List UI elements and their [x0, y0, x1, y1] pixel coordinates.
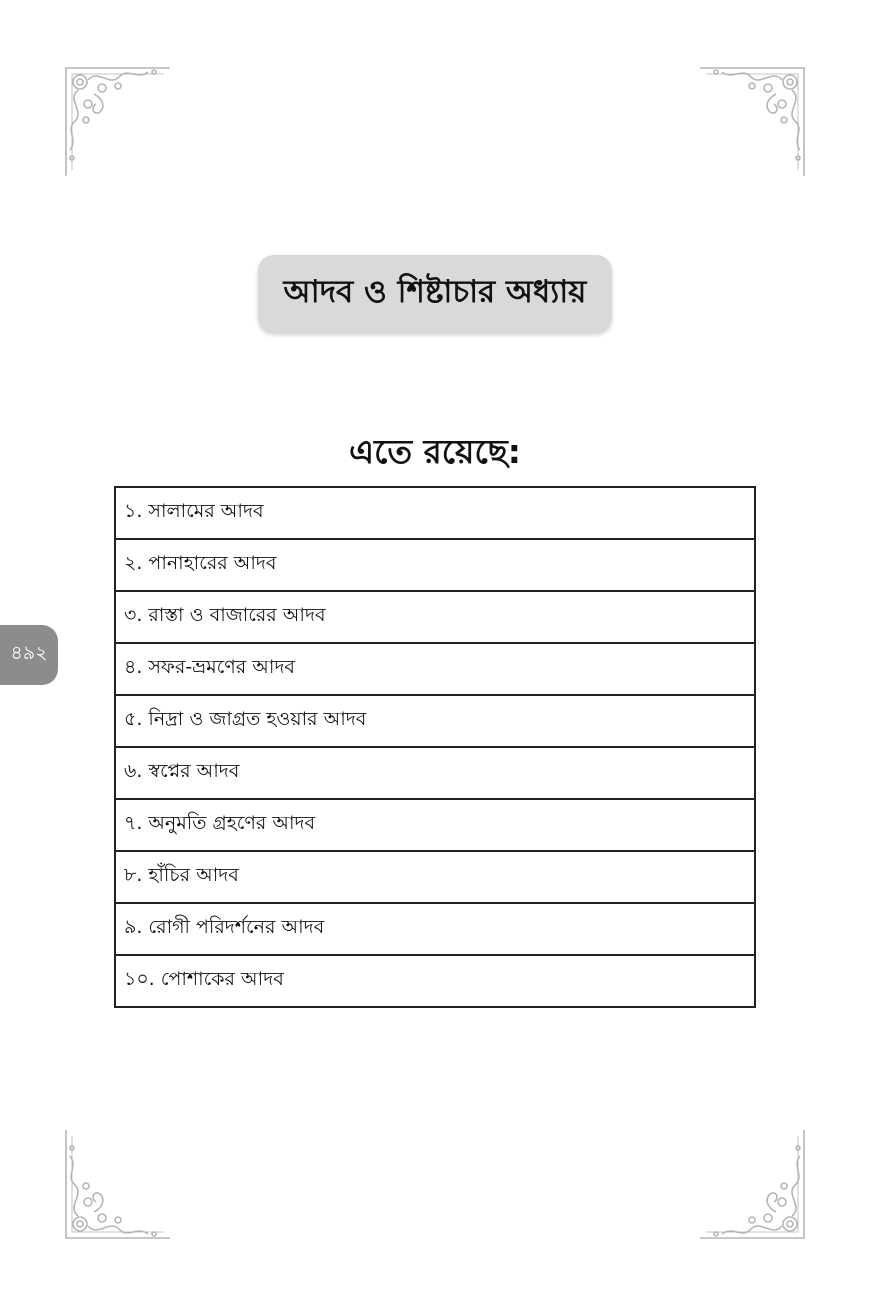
contents-row [116, 644, 754, 696]
contents-heading: এতে রয়েছে: [349, 432, 521, 471]
contents-item: ৮. হাঁচির আদব [124, 864, 239, 886]
chapter-title: আদব ও শিষ্টাচার অধ্যায় [283, 274, 587, 310]
corner-ornament-top-right-icon [692, 58, 812, 178]
contents-row [116, 592, 754, 644]
contents-item: ৫. নিদ্রা ও জাগ্রত হওয়ার আদব [124, 708, 367, 730]
contents-item: ৯. রোগী পরিদর্শনের আদব [124, 916, 325, 938]
page-number-tab [0, 625, 58, 685]
contents-row [116, 540, 754, 592]
contents-row [116, 956, 754, 1008]
contents-row [116, 800, 754, 852]
corner-ornament-top-left-icon [58, 58, 178, 178]
contents-item: ১০. পোশাকের আদব [124, 968, 284, 990]
page-number: ৪৯২ [10, 642, 48, 664]
contents-row [116, 852, 754, 904]
contents-row [116, 696, 754, 748]
contents-item: ৩. রাস্তা ও বাজারের আদব [124, 604, 326, 626]
contents-row [116, 488, 754, 540]
contents-item: ২. পানাহারের আদব [124, 552, 277, 574]
contents-row [116, 904, 754, 956]
contents-row [116, 748, 754, 800]
contents-item: ৪. সফর-ভ্রমণের আদব [124, 656, 295, 678]
contents-item: ৬. স্বপ্নের আদব [124, 760, 240, 782]
contents-table [114, 486, 756, 1008]
contents-item: ১. সালামের আদব [124, 500, 264, 522]
corner-ornament-bottom-right-icon [692, 1128, 812, 1248]
contents-item: ৭. অনুমতি গ্রহণের আদব [124, 812, 316, 834]
chapter-title-box [258, 255, 612, 333]
corner-ornament-bottom-left-icon [58, 1128, 178, 1248]
